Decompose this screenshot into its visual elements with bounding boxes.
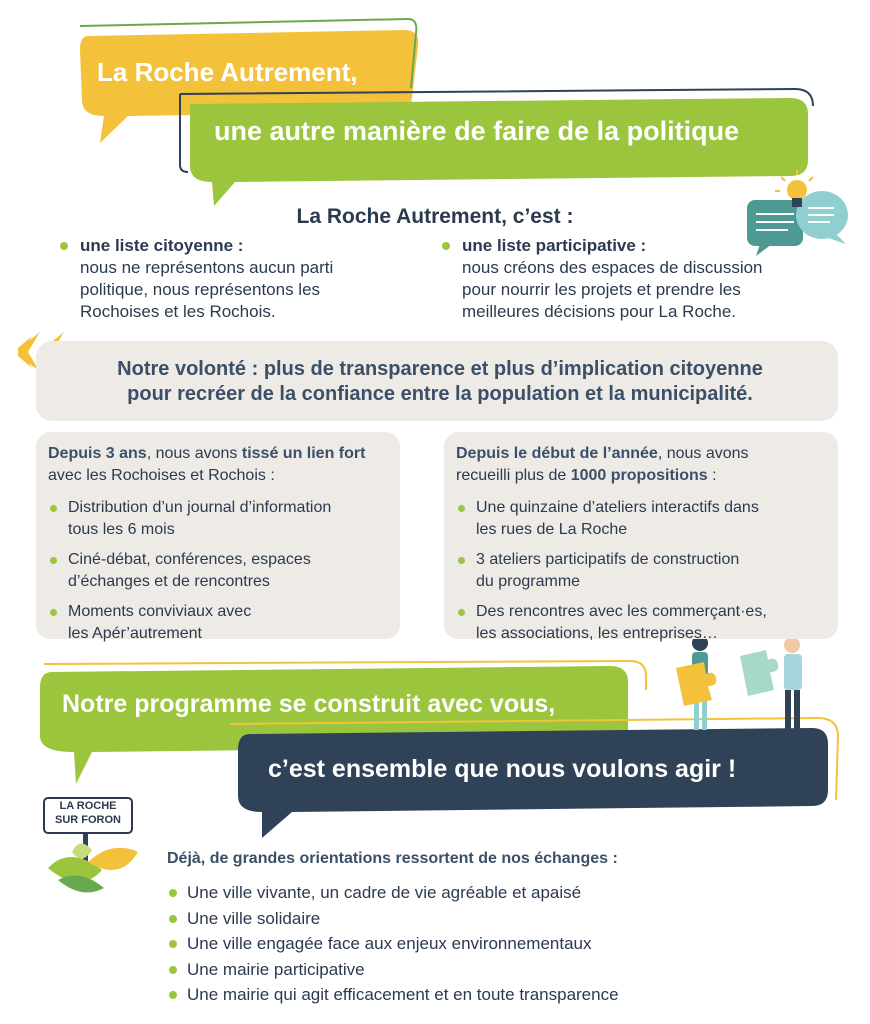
header-subtitle: une autre manière de faire de la politique [214,116,740,146]
panel-since-3-years [36,432,400,642]
intro-left-body: nous ne représentons aucun parti politique, nous représentons les Rochoises et les Rochois. [80,258,334,321]
list-item: Une mairie participative [167,957,619,983]
list-item: Moments conviviaux avec les Apér’autrement [48,601,388,645]
intro-left-column [60,235,400,323]
header-title: La Roche Autrement, [97,57,358,87]
list-item: Ciné-débat, conférences, espaces d’échanges et de rencontres [48,549,388,593]
list-item: Des rencontres avec les commerçant·es, les associations, les entreprises… [456,601,826,645]
panel-right-lead: Depuis le début de l’année, nous avons recueilli plus de 1000 propositions : [456,445,749,484]
leaves-illustration [48,843,138,892]
intro-right-body: nous créons des espaces de discussion pour nourrir les projets et prendre les meilleures décisions pour La Roche. [462,258,763,321]
panel-since-start-of-year [444,432,838,642]
town-sign-line2: SUR FORON [55,814,121,826]
intro-right-column [442,235,832,323]
program-title: Notre programme se construit avec vous, [62,690,556,718]
panel-right-list [456,497,826,645]
intro-title: La Roche Autrement, c’est : [296,205,574,228]
list-item: Une quinzaine d’ateliers interactifs dans les rues de La Roche [456,497,826,541]
bullet-dot [442,242,450,250]
list-item: Une ville engagée face aux enjeux environnementaux [167,931,619,957]
list-item: Une ville solidaire [167,906,619,932]
town-sign [43,797,133,834]
list-item: 3 ateliers participatifs de construction du programme [456,549,826,593]
intro-left-head: une liste citoyenne : [60,235,400,257]
list-item: Une ville vivante, un cadre de vie agréable et apaisé [167,880,619,906]
list-item: Distribution d’un journal d’information tous les 6 mois [48,497,388,541]
quote-text: Notre volonté : plus de transparence et plus d’implication citoyenne pour recréer de la confiance entre la population et la municipalité. [117,358,763,405]
panel-left-lead: Depuis 3 ans, nous avons tissé un lien fort avec les Rochoises et Rochois : [48,445,366,484]
town-sign-line1: LA ROCHE [59,800,117,812]
bullet-dot [60,242,68,250]
orientations-title: Déjà, de grandes orientations ressortent de nos échanges : [167,850,618,867]
program-subtitle: c’est ensemble que nous voulons agir ! [268,755,737,783]
list-item: Une mairie qui agit efficacement et en toute transparence [167,982,619,1008]
header-bubble-bottom [180,89,813,206]
orientations-list [167,880,619,1008]
intro-right-head: une liste participative : [442,235,832,257]
panel-left-list [48,497,388,645]
